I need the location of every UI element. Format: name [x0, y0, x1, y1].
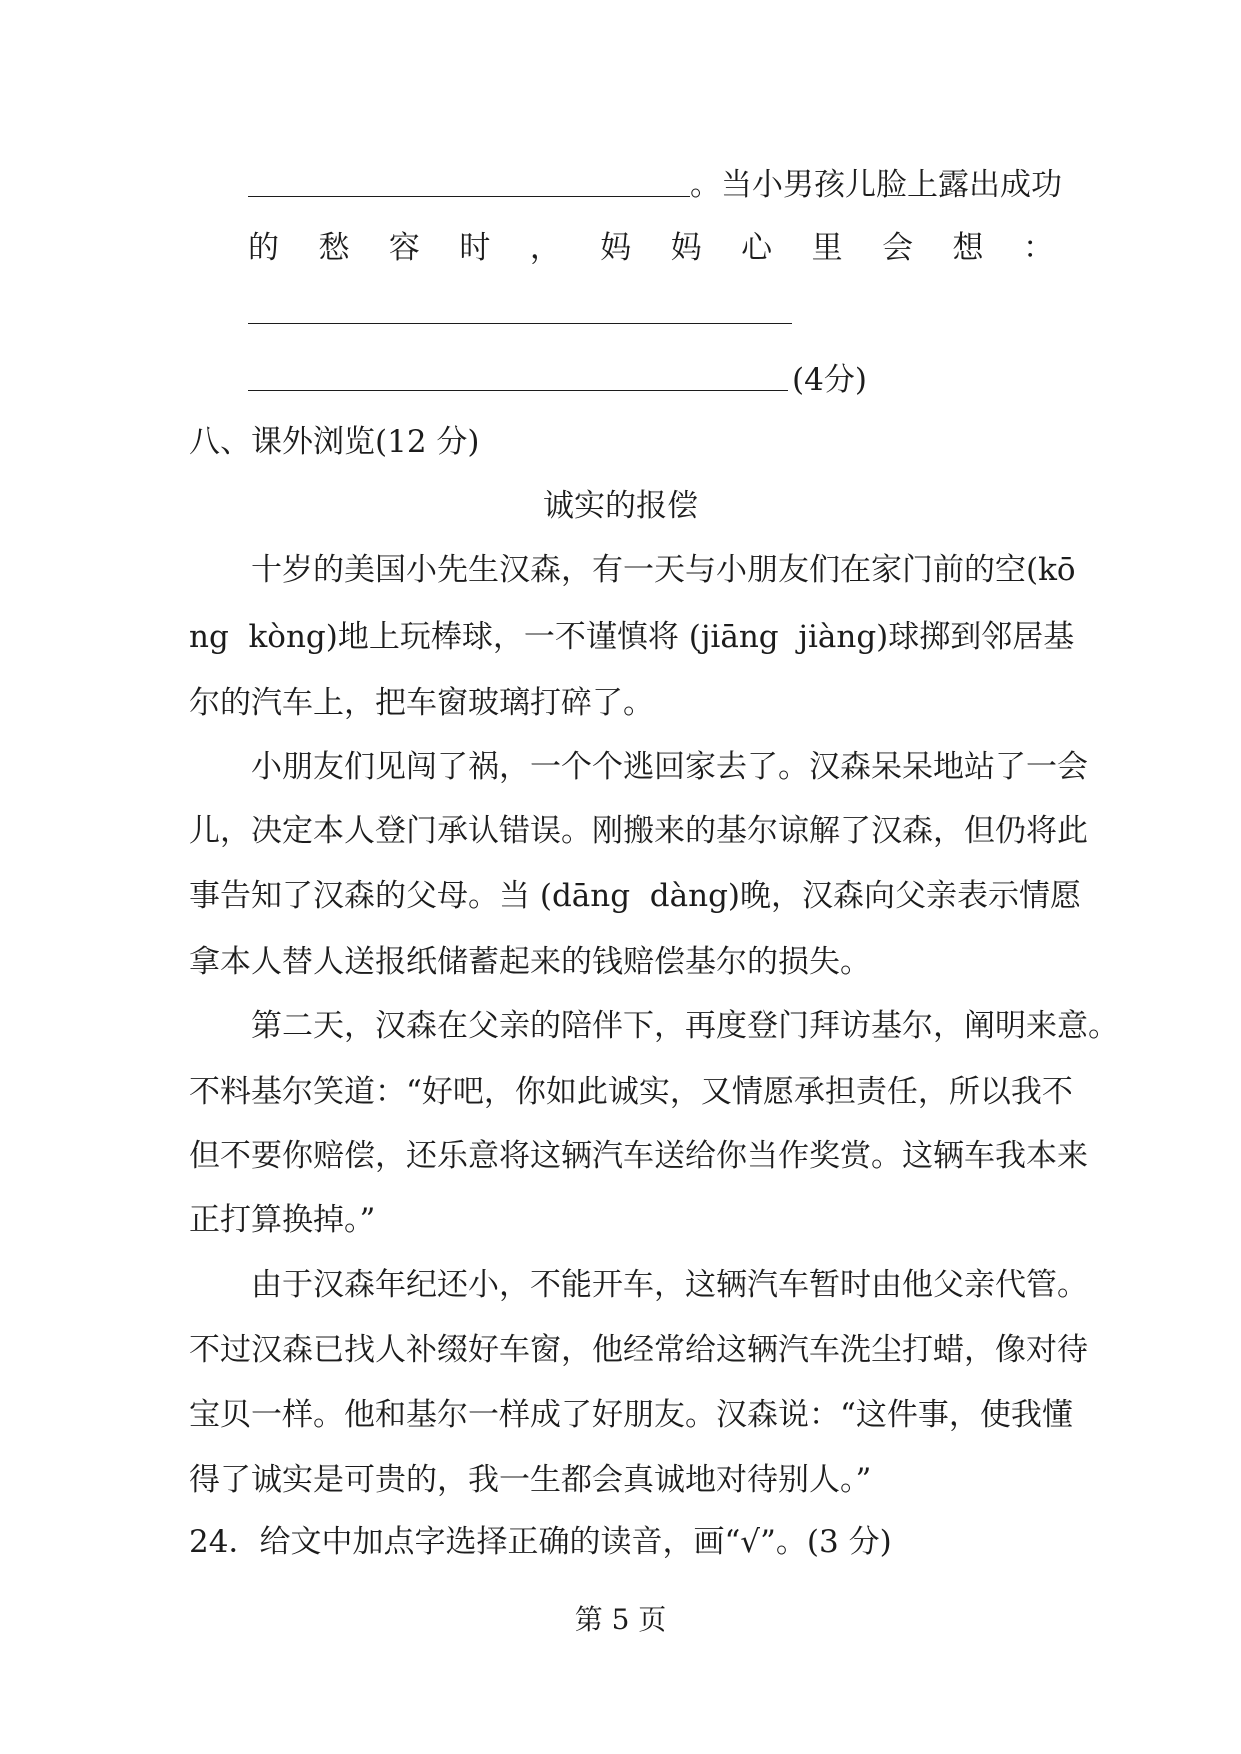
page-number: 第 5 页	[574, 1603, 667, 1636]
article-line: 宝贝一样。他和基尔一样成了好朋友。汉森说：“这件事，使我懂	[189, 1397, 1073, 1433]
article-line: 拿本人替人送报纸储蓄起来的钱赔偿基尔的损失。	[189, 944, 871, 980]
article-line: 得了诚实是可贵的，我一生都会真诚地对待别人。”	[189, 1462, 872, 1498]
section-heading: 八、课外浏览(12 分)	[189, 424, 480, 460]
article-line: ng kòng)地上玩棒球，一不谨慎将 (jiāng jiàng)球掷到邻居基	[189, 619, 1075, 655]
char: 的	[248, 230, 279, 266]
char: 时	[459, 230, 491, 266]
char: 心	[741, 230, 773, 266]
char: 妈	[600, 230, 632, 266]
char: 里	[811, 230, 843, 266]
continuation-line-2	[248, 226, 1054, 270]
article-title: 诚实的报偿	[543, 488, 698, 524]
char: 想	[952, 230, 984, 266]
continuation-line-1: 。当小男孩儿脸上露出成功	[690, 167, 1062, 203]
question-24: 24．给文中加点字选择正确的读音，画“√”。(3 分)	[189, 1524, 892, 1560]
char: ：	[1022, 230, 1054, 266]
char: 容	[388, 230, 420, 266]
char: 愁	[318, 230, 350, 266]
score-label: (4分)	[792, 362, 867, 398]
char: 会	[882, 230, 914, 266]
answer-blank-3	[248, 390, 788, 391]
article-line: 第二天，汉森在父亲的陪伴下，再度登门拜访基尔，阐明来意。	[189, 1008, 1119, 1044]
article-line: 由于汉森年纪还小，不能开车，这辆汽车暂时由他父亲代管。	[189, 1267, 1088, 1303]
char: ，	[529, 230, 561, 266]
char: 妈	[670, 230, 702, 266]
article-line: 十岁的美国小先生汉森，有一天与小朋友们在家门前的空(kō	[189, 552, 1076, 588]
answer-blank-1	[248, 196, 690, 197]
answer-blank-2	[248, 323, 792, 324]
article-line: 不料基尔笑道：“好吧，你如此诚实，又情愿承担责任，所以我不	[189, 1074, 1073, 1110]
article-line: 尔的汽车上，把车窗玻璃打碎了。	[189, 685, 654, 721]
article-line: 小朋友们见闯了祸，一个个逃回家去了。汉森呆呆地站了一会	[189, 749, 1088, 785]
article-line: 不过汉森已找人补缀好车窗，他经常给这辆汽车洗尘打蜡，像对待	[189, 1332, 1088, 1368]
article-line: 但不要你赔偿，还乐意将这辆汽车送给你当作奖赏。这辆车我本来	[189, 1138, 1088, 1174]
article-line: 事告知了汉森的父母。当 (dāng dàng)晚，汉森向父亲表示情愿	[189, 878, 1082, 914]
article-line: 正打算换掉。”	[189, 1202, 376, 1238]
article-line: 儿，决定本人登门承认错误。刚搬来的基尔谅解了汉森，但仍将此	[189, 813, 1088, 849]
